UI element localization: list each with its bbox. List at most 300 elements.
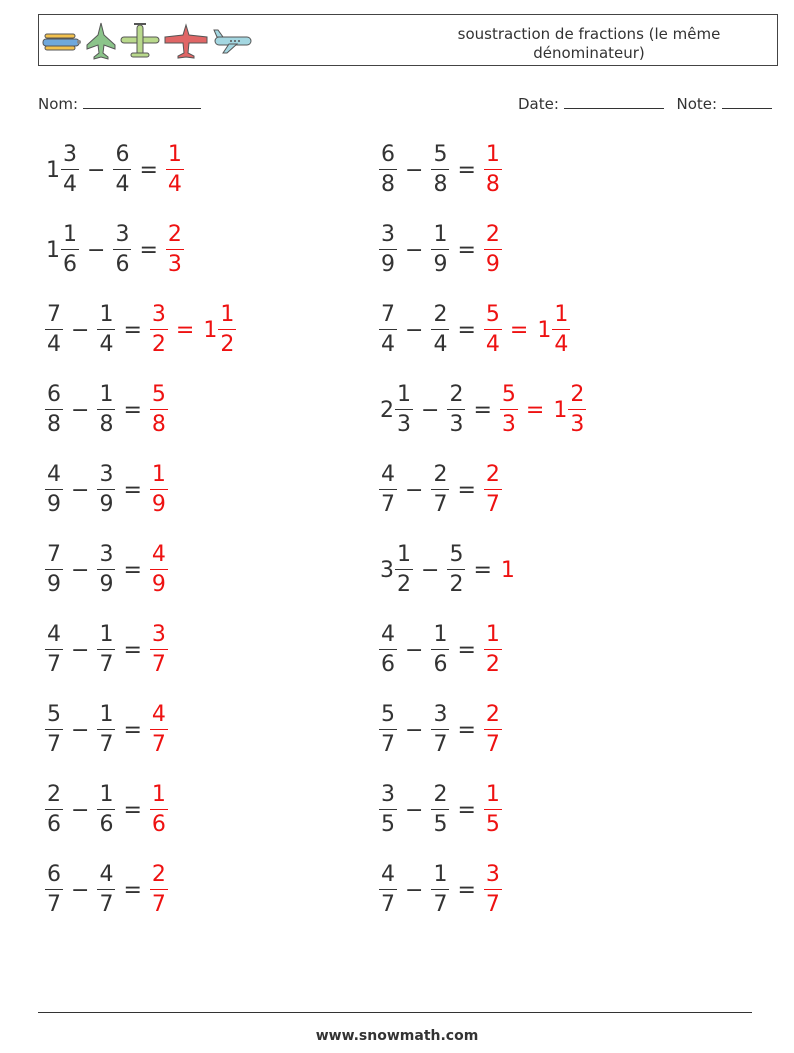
denominator: 4 [381, 332, 395, 357]
equals-sign: = [457, 717, 476, 743]
fraction [379, 223, 397, 277]
fraction [379, 783, 397, 837]
equals-sign: = [473, 397, 492, 423]
whole-number: 1 [553, 397, 568, 423]
problem-item [42, 298, 239, 362]
fraction-bar [45, 649, 63, 650]
numerator: 3 [485, 862, 500, 887]
fraction-bar [379, 729, 397, 730]
fraction-bar [97, 409, 115, 410]
name-label: Nom: [38, 95, 79, 113]
fraction-bar [218, 329, 236, 330]
equals-sign: = [457, 637, 476, 663]
answer [163, 223, 187, 277]
answer [147, 303, 171, 357]
fraction [484, 703, 502, 757]
fraction [113, 223, 131, 277]
fraction [431, 703, 449, 757]
denominator: 9 [151, 492, 166, 517]
equals-sign: = [123, 317, 142, 343]
worksheet-title: soustraction de fractions (le même dénominateur) [457, 25, 721, 62]
denominator: 2 [449, 572, 464, 597]
denominator: 9 [151, 572, 166, 597]
minus-sign: − [71, 637, 90, 663]
denominator: 7 [433, 732, 448, 757]
fraction-bar [113, 169, 131, 170]
problem-item [376, 378, 589, 442]
numerator: 7 [47, 302, 61, 327]
fraction [431, 463, 449, 517]
fraction [150, 543, 168, 597]
denominator: 4 [47, 332, 61, 357]
whole-number: 3 [380, 557, 394, 583]
fraction-bar [431, 169, 449, 170]
numerator: 4 [381, 862, 395, 887]
fraction [97, 623, 115, 677]
minus-sign: − [405, 717, 424, 743]
equals-sign: = [123, 877, 142, 903]
denominator: 7 [485, 732, 500, 757]
numerator: 3 [433, 702, 448, 727]
answer [163, 143, 187, 197]
denominator: 3 [501, 412, 516, 437]
name-blank[interactable] [83, 94, 201, 109]
numerator: 1 [485, 782, 500, 807]
fraction-bar [379, 169, 397, 170]
fraction-bar [97, 569, 115, 570]
numerator: 2 [433, 462, 448, 487]
whole-number: 1 [537, 317, 552, 343]
problem-item [42, 538, 171, 602]
denominator: 4 [115, 172, 130, 197]
denominator: 6 [115, 252, 130, 277]
propeller-plane-icon [119, 21, 161, 61]
problem-item [42, 778, 171, 842]
equals-sign: = [457, 877, 476, 903]
numerator: 1 [151, 462, 166, 487]
minus-sign: − [71, 397, 90, 423]
equals-sign: = [123, 477, 142, 503]
fraction-bar [150, 569, 168, 570]
answer [199, 303, 239, 357]
numerator: 5 [501, 382, 516, 407]
denominator: 7 [485, 492, 500, 517]
denominator: 7 [381, 732, 395, 757]
answer [147, 863, 171, 917]
problem-item [376, 218, 505, 282]
fraction [484, 303, 502, 357]
fraction [379, 623, 397, 677]
fraction-bar [484, 329, 502, 330]
numerator: 3 [151, 622, 166, 647]
denominator: 7 [381, 892, 395, 917]
problem-item [42, 698, 171, 762]
denominator: 3 [167, 252, 182, 277]
fraction [431, 623, 449, 677]
whole-number: 1 [203, 317, 218, 343]
fraction [97, 383, 115, 437]
fraction-bar [431, 489, 449, 490]
answer [147, 623, 171, 677]
denominator: 8 [381, 172, 395, 197]
fraction [379, 303, 397, 357]
denominator: 9 [485, 252, 500, 277]
numerator: 1 [433, 222, 448, 247]
fraction-bar [447, 409, 465, 410]
denominator: 7 [433, 492, 448, 517]
fraction-bar [61, 169, 79, 170]
equals-sign: = [457, 797, 476, 823]
denominator: 8 [47, 412, 61, 437]
denominator: 4 [63, 172, 77, 197]
denominator: 7 [47, 652, 61, 677]
minus-sign: − [71, 797, 90, 823]
minus-sign: − [405, 157, 424, 183]
numerator: 4 [381, 462, 395, 487]
fraction [166, 143, 184, 197]
denominator: 3 [570, 412, 585, 437]
problem-item [376, 538, 513, 602]
denominator: 6 [433, 652, 448, 677]
fraction [484, 463, 502, 517]
equals-sign: = [525, 397, 545, 423]
denominator: 7 [47, 892, 61, 917]
fraction [97, 703, 115, 757]
problem-item [376, 298, 573, 362]
fighter-jet-icon [85, 21, 117, 61]
fraction [500, 383, 518, 437]
fraction [552, 303, 570, 357]
fraction [150, 463, 168, 517]
numerator: 2 [570, 382, 585, 407]
numerator: 4 [381, 622, 395, 647]
equals-sign: = [123, 557, 142, 583]
denominator: 2 [485, 652, 500, 677]
equals-sign: = [457, 477, 476, 503]
note-label: Note: [676, 95, 718, 113]
numerator: 2 [433, 302, 448, 327]
fraction-bar [45, 489, 63, 490]
fraction [395, 383, 413, 437]
answer [497, 383, 521, 437]
fraction [97, 783, 115, 837]
answer [147, 783, 171, 837]
fraction-bar [395, 409, 413, 410]
fraction [45, 543, 63, 597]
note-blank[interactable] [722, 94, 772, 109]
fraction-bar [395, 569, 413, 570]
denominator: 6 [381, 652, 395, 677]
equals-sign: = [457, 157, 476, 183]
fraction [431, 143, 449, 197]
fraction [61, 143, 79, 197]
numerator: 2 [151, 862, 166, 887]
fraction-bar [113, 249, 131, 250]
numerator: 3 [115, 222, 130, 247]
equals-sign: = [139, 157, 158, 183]
fraction-bar [150, 329, 168, 330]
fraction-bar [500, 409, 518, 410]
fraction [395, 543, 413, 597]
denominator: 5 [485, 812, 500, 837]
fraction [150, 863, 168, 917]
minus-sign: − [87, 237, 106, 263]
numerator: 4 [99, 862, 114, 887]
problem-item [42, 858, 171, 922]
footer-divider [38, 1012, 752, 1013]
fraction [484, 623, 502, 677]
numerator: 3 [99, 542, 114, 567]
fraction [45, 863, 63, 917]
numerator: 1 [397, 382, 411, 407]
fraction [218, 303, 236, 357]
denominator: 6 [63, 252, 77, 277]
fraction-bar [431, 809, 449, 810]
footer-url: www.snowmath.com [315, 1028, 479, 1044]
numerator: 7 [381, 302, 395, 327]
fraction [150, 303, 168, 357]
denominator: 3 [397, 412, 411, 437]
answer [481, 223, 505, 277]
answer [481, 143, 505, 197]
fraction [45, 783, 63, 837]
minus-sign: − [87, 157, 106, 183]
numerator: 2 [47, 782, 61, 807]
numerator: 5 [381, 702, 395, 727]
fraction [45, 383, 63, 437]
fraction-bar [45, 889, 63, 890]
minus-sign: − [71, 317, 90, 343]
fraction [150, 703, 168, 757]
fraction [484, 863, 502, 917]
fraction [97, 543, 115, 597]
minus-sign: − [71, 717, 90, 743]
denominator: 8 [99, 412, 114, 437]
fraction-bar [45, 809, 63, 810]
fraction [484, 143, 502, 197]
fraction-bar [166, 249, 184, 250]
plane-icons [41, 19, 255, 63]
numerator: 2 [485, 222, 500, 247]
numerator: 5 [485, 302, 500, 327]
denominator: 9 [433, 252, 448, 277]
fraction-bar [166, 169, 184, 170]
problem-item [376, 458, 505, 522]
denominator: 6 [151, 812, 166, 837]
whole-number: 1 [46, 237, 60, 263]
denominator: 7 [99, 652, 114, 677]
name-field [38, 94, 201, 113]
numerator: 1 [397, 542, 411, 567]
denominator: 6 [47, 812, 61, 837]
numerator: 1 [99, 622, 114, 647]
fraction-bar [97, 329, 115, 330]
minus-sign: − [71, 877, 90, 903]
answer [481, 703, 505, 757]
fraction [97, 303, 115, 357]
fraction-bar [97, 809, 115, 810]
fraction [379, 863, 397, 917]
fraction-bar [484, 169, 502, 170]
answer [147, 703, 171, 757]
equals-sign: = [123, 397, 142, 423]
denominator: 2 [151, 332, 166, 357]
minus-sign: − [71, 477, 90, 503]
answer [497, 558, 513, 583]
fraction-bar [150, 489, 168, 490]
denominator: 8 [151, 412, 166, 437]
fraction-bar [150, 409, 168, 410]
whole-number: 2 [380, 397, 394, 423]
numerator: 2 [485, 462, 500, 487]
numerator: 1 [99, 302, 114, 327]
whole-number: 1 [46, 157, 60, 183]
denominator: 9 [99, 492, 114, 517]
fraction-bar [150, 889, 168, 890]
problem-item [376, 618, 505, 682]
numerator: 5 [151, 382, 166, 407]
fraction [568, 383, 586, 437]
numerator: 2 [167, 222, 182, 247]
fraction [45, 623, 63, 677]
denominator: 4 [554, 332, 569, 357]
fraction [45, 703, 63, 757]
fraction [431, 783, 449, 837]
answer [533, 303, 573, 357]
denominator: 4 [167, 172, 182, 197]
numerator: 6 [47, 382, 61, 407]
fraction [97, 463, 115, 517]
denominator: 7 [151, 892, 166, 917]
worksheet-header [38, 14, 778, 66]
numerator: 2 [433, 782, 448, 807]
biplane-icon [41, 26, 83, 56]
date-note-fields [518, 94, 772, 113]
numerator: 1 [63, 222, 77, 247]
fraction [431, 863, 449, 917]
numerator: 1 [485, 622, 500, 647]
fraction [379, 463, 397, 517]
fraction-bar [97, 489, 115, 490]
fraction-bar [484, 809, 502, 810]
fraction [431, 303, 449, 357]
numerator: 4 [151, 702, 166, 727]
fraction-bar [97, 649, 115, 650]
fraction-bar [431, 889, 449, 890]
denominator: 4 [433, 332, 448, 357]
equals-sign: = [473, 557, 492, 583]
numerator: 6 [47, 862, 61, 887]
numerator: 7 [47, 542, 61, 567]
equals-sign: = [509, 317, 529, 343]
fraction [97, 863, 115, 917]
numerator: 1 [99, 382, 114, 407]
numerator: 2 [485, 702, 500, 727]
fraction-bar [379, 649, 397, 650]
fraction-bar [61, 249, 79, 250]
denominator: 7 [151, 652, 166, 677]
denominator: 9 [47, 572, 61, 597]
numerator: 1 [554, 302, 569, 327]
answer [481, 783, 505, 837]
numerator: 6 [381, 142, 395, 167]
fraction [166, 223, 184, 277]
numerator: 1 [99, 782, 114, 807]
fraction-bar [484, 489, 502, 490]
problem-item [376, 138, 505, 202]
equals-sign: = [123, 717, 142, 743]
date-blank[interactable] [564, 94, 664, 109]
numerator: 4 [47, 462, 61, 487]
numerator: 5 [433, 142, 448, 167]
denominator: 6 [99, 812, 114, 837]
answer [147, 463, 171, 517]
fraction-bar [484, 249, 502, 250]
fraction-bar [97, 889, 115, 890]
fraction-bar [431, 249, 449, 250]
fraction-bar [45, 569, 63, 570]
airliner-icon [211, 26, 255, 56]
fraction-bar [150, 729, 168, 730]
problem-item [42, 458, 171, 522]
minus-sign: − [421, 397, 440, 423]
fraction [484, 783, 502, 837]
fraction [150, 623, 168, 677]
red-plane-icon [163, 21, 209, 61]
fraction-bar [45, 409, 63, 410]
numerator: 1 [485, 142, 500, 167]
fraction [447, 383, 465, 437]
denominator: 8 [433, 172, 448, 197]
numerator: 1 [99, 702, 114, 727]
denominator: 7 [47, 732, 61, 757]
numerator: 6 [115, 142, 130, 167]
equals-sign: = [123, 637, 142, 663]
fraction [150, 383, 168, 437]
fraction-bar [379, 249, 397, 250]
fraction-bar [379, 329, 397, 330]
denominator: 2 [397, 572, 411, 597]
numerator: 3 [381, 782, 395, 807]
fraction [379, 143, 397, 197]
equals-sign: = [123, 797, 142, 823]
answer [147, 543, 171, 597]
numerator: 3 [151, 302, 166, 327]
problem-item [376, 698, 505, 762]
numerator: 5 [449, 542, 464, 567]
fraction-bar [45, 729, 63, 730]
denominator: 7 [433, 892, 448, 917]
fraction [45, 303, 63, 357]
answer [481, 623, 505, 677]
numerator: 1 [220, 302, 235, 327]
fraction-bar [568, 409, 586, 410]
fraction-bar [447, 569, 465, 570]
problem-item [42, 618, 171, 682]
fraction [150, 783, 168, 837]
minus-sign: − [405, 877, 424, 903]
denominator: 7 [99, 892, 114, 917]
numerator: 4 [47, 622, 61, 647]
numerator: 5 [47, 702, 61, 727]
minus-sign: − [405, 477, 424, 503]
numerator: 2 [449, 382, 464, 407]
fraction-bar [431, 729, 449, 730]
answer [481, 863, 505, 917]
equals-sign: = [457, 237, 476, 263]
equals-sign: = [175, 317, 195, 343]
minus-sign: − [71, 557, 90, 583]
